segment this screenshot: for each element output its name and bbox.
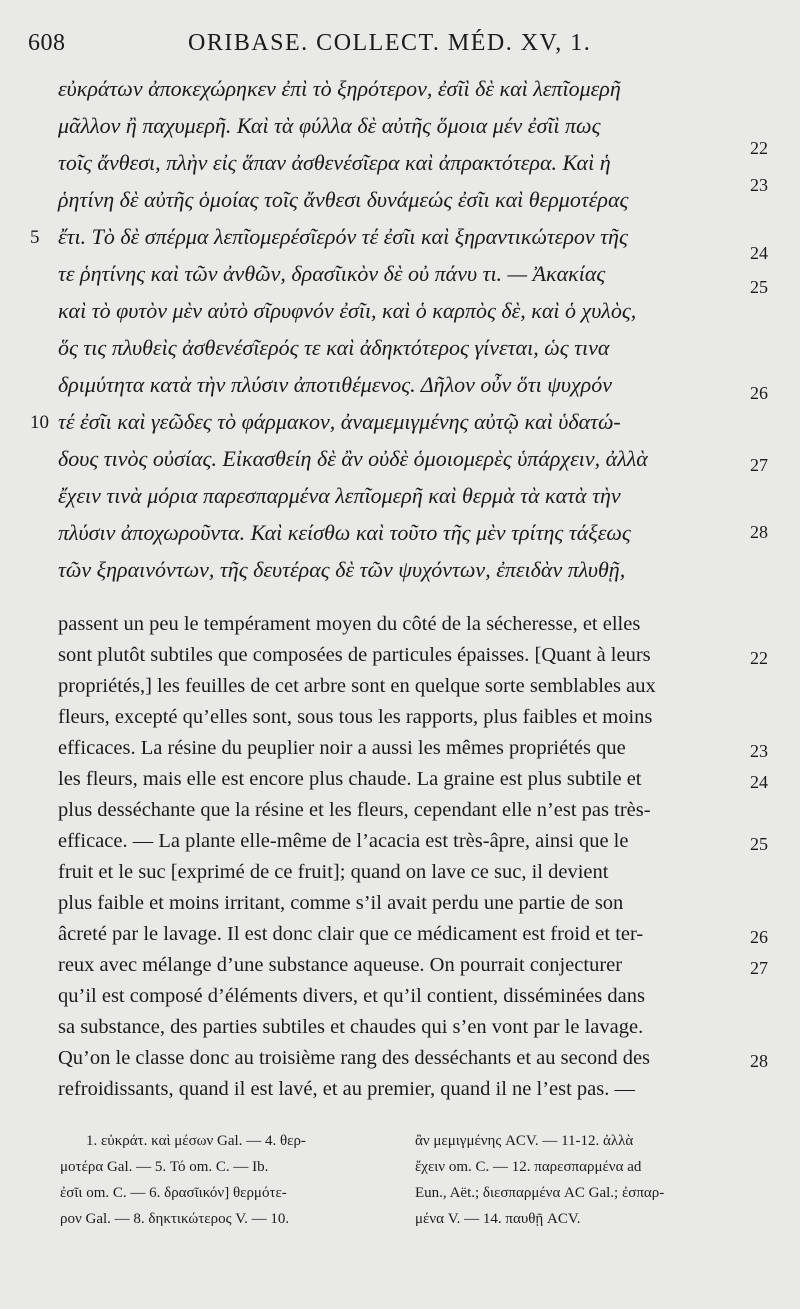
greek-line: τοῖς ἄνθεσι, πλὴν εἰς ἅπαν ἀσθενέσῖερα καὶ ἀπρακτότερα. Καὶ ἡ — [58, 150, 611, 175]
french-line: passent un peu le tempérament moyen du côté de la sécheresse, et elles — [58, 613, 641, 635]
french-line: sa substance, des parties subtiles et chaudes qui s’en vont par le lavage. — [58, 1016, 644, 1038]
margin-number: 26 — [750, 383, 768, 403]
french-line: qu’il est composé d’éléments divers, et qu’il contient, disséminées dans — [58, 985, 645, 1007]
margin-number: 23 — [750, 175, 768, 195]
greek-line: τῶν ξηραινόντων, τῆς δευτέρας δὲ τῶν ψυχόντων, ἐπειδὰν πλυθῇ, — [58, 557, 626, 582]
line-number: 10 — [30, 412, 49, 433]
margin-number: 26 — [750, 927, 768, 947]
margin-number: 28 — [750, 1051, 768, 1071]
line-number: 5 — [30, 227, 40, 248]
french-line: Qu’on le classe donc au troisième rang des desséchants et au second des — [58, 1047, 651, 1069]
margin-number: 25 — [750, 834, 768, 854]
margin-number: 24 — [750, 243, 768, 263]
greek-line: τέ ἐσῖι καὶ γεῶδες τὸ φάρμακον, ἀναμεμιγμένης αὐτῷ καὶ ὑδατώ- — [58, 409, 621, 434]
greek-line: ὅς τις πλυθεὶς ἀσθενέσῖερός τε καὶ ἀδηκτότερος γίνεται, ὡς τινα — [58, 335, 610, 360]
margin-number: 28 — [750, 522, 768, 542]
greek-line: δους τινὸς οὐσίας. Εἰκασθείη δὲ ἂν οὐδὲ ὁμοιομερὲς ὑπάρχειν, ἀλλὰ — [58, 446, 648, 471]
margin-number: 25 — [750, 277, 768, 297]
greek-line: ἔχειν τινὰ μόρια παρεσπαρμένα λεπῖομερῆ καὶ θερμὰ τὰ κατὰ τὴν — [58, 483, 621, 508]
greek-line: καὶ τὸ φυτὸν μὲν αὐτὸ σῖρυφνόν ἐσῖι, καὶ ὁ καρπὸς δὲ, καὶ ὁ χυλὸς, — [58, 298, 637, 323]
margin-number: 23 — [750, 741, 768, 761]
margin-number: 22 — [750, 138, 768, 158]
margin-number: 22 — [750, 648, 768, 668]
running-header — [28, 30, 760, 70]
footnote-line: ρον Gal. — 8. δηκτικώτερος V. — 10. — [60, 1211, 290, 1227]
footnote-line: 1. εὐκράτ. καὶ μέσων Gal. — 4. θερ- — [86, 1133, 306, 1149]
french-line: plus faible et moins irritant, comme s’il avait perdu une partie de son — [58, 892, 624, 914]
footnote-line: Eun., Aët.; διεσπαρμένα AC Gal.; ἐσπαρ- — [415, 1185, 665, 1201]
french-line: âcreté par le lavage. Il est donc clair que ce médicament est froid et ter- — [58, 923, 644, 945]
running-title: ORIBASE. COLLECT. MÉD. XV, 1. — [188, 30, 592, 56]
greek-line: εὐκράτων ἀποκεχώρηκεν ἐπὶ τὸ ξηρότερον, ἐσῖὶ δὲ καὶ λεπῖομερῆ — [58, 76, 621, 101]
footnote-line: ἐσῖι om. C. — 6. δρασῖικόν] θερμότε- — [60, 1185, 287, 1201]
footnote-line: μοτέρα Gal. — 5. Τό om. C. — Ib. — [60, 1159, 269, 1175]
french-line: propriétés,] les feuilles de cet arbre sont en quelque sorte semblables aux — [58, 675, 656, 697]
footnote-line: ἂν μεμιγμένης ACV. — 11-12. ἀλλὰ — [415, 1133, 634, 1149]
french-line: les fleurs, mais elle est encore plus chaude. La graine est plus subtile et — [58, 768, 642, 790]
french-line: plus desséchante que la résine et les fleurs, cependant elle n’est pas très- — [58, 799, 651, 821]
greek-line: δριμύτητα κατὰ τὴν πλύσιν ἀποτιθέμενος. Δῆλον οὖν ὅτι ψυχρόν — [58, 372, 612, 397]
french-line: fruit et le suc [exprimé de ce fruit]; quand on lave ce suc, il devient — [58, 861, 609, 883]
french-line: efficace. — La plante elle-même de l’acacia est très-âpre, ainsi que le — [58, 830, 629, 852]
greek-line: τε ῥητίνης καὶ τῶν ἀνθῶν, δρασῖικὸν δὲ οὐ πάνυ τι. — Ἀκακίας — [58, 261, 606, 286]
margin-number: 24 — [750, 772, 768, 792]
french-line: efficaces. La résine du peuplier noir a aussi les mêmes propriétés que — [58, 737, 626, 759]
margin-number: 27 — [750, 958, 768, 978]
greek-line: ἔτι. Τὸ δὲ σπέρμα λεπῖομερέσῖερόν τέ ἐσῖι καὶ ξηραντικώτερον τῆς — [58, 224, 628, 249]
footnote-line: ἔχειν om. C. — 12. παρεσπαρμένα ad — [415, 1159, 642, 1175]
french-line: refroidissants, quand il est lavé, et au premier, quand il ne l’est pas. — — [58, 1078, 636, 1100]
french-line: fleurs, excepté qu’elles sont, sous tous les rapports, plus faibles et moins — [58, 706, 653, 728]
margin-number: 27 — [750, 455, 768, 475]
french-line: reux avec mélange d’une substance aqueuse. On pourrait conjecturer — [58, 954, 623, 976]
greek-line: μᾶλλον ἢ παχυμερῆ. Καὶ τὰ φύλλα δὲ αὐτῆς ὅμοια μέν ἐσῖὶ πως — [58, 113, 601, 138]
greek-line: πλύσιν ἀποχωροῦντα. Καὶ κείσθω καὶ τοῦτο τῆς μὲν τρίτης τάξεως — [58, 520, 631, 545]
greek-line: ῥητίνη δὲ αὐτῆς ὁμοίας τοῖς ἄνθεσι δυνάμεώς ἐσῖι καὶ θερμοτέρας — [58, 187, 629, 212]
footnote-line: μένα V. — 14. παυθῇ ACV. — [415, 1211, 581, 1227]
page-number: 608 — [28, 30, 66, 56]
french-line: sont plutôt subtiles que composées de particules épaisses. [Quant à leurs — [58, 644, 651, 666]
